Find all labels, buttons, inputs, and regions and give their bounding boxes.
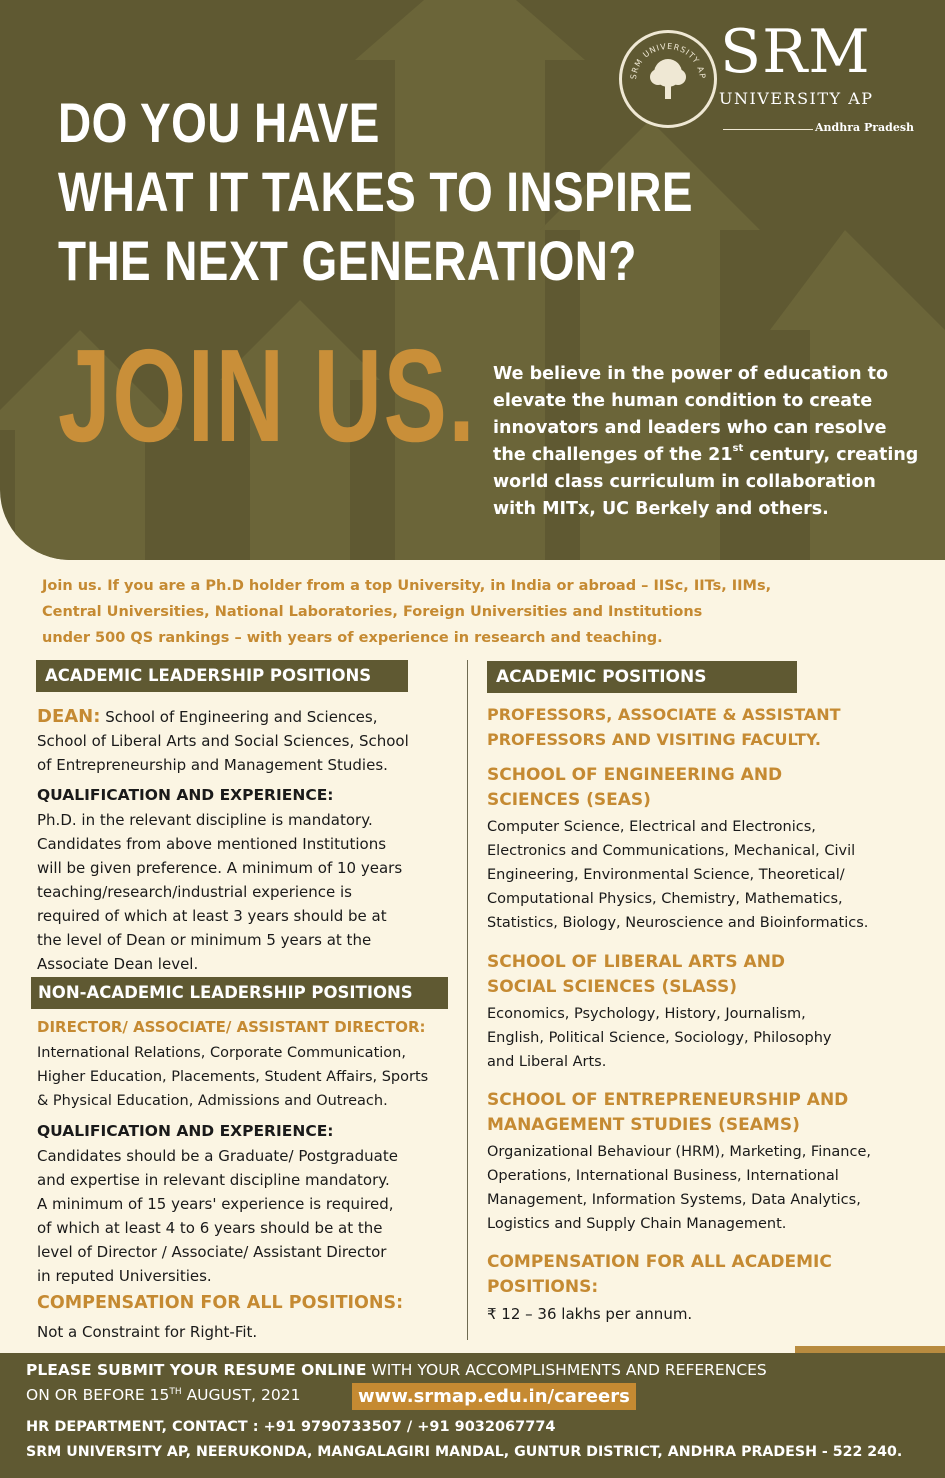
academic-positions-heading: ACADEMIC POSITIONS [487, 661, 797, 693]
qualification-line: will be given preference. A minimum of 10 years [37, 859, 403, 877]
qualification-line: of which at least 4 to 6 years should be at the [37, 1219, 383, 1237]
intro-line-2: Central Universities, National Laboratories, Foreign Universities and Institutions [42, 604, 703, 620]
seams-heading-line-1: SCHOOL OF ENTREPRENEURSHIP AND [487, 1090, 849, 1110]
deadline-line [26, 1386, 300, 1404]
director-line: & Physical Education, Admissions and Outreach. [37, 1093, 388, 1109]
qualification-line: Candidates from above mentioned Institutions [37, 835, 387, 853]
qualification-line: the level of Dean or minimum 5 years at the [37, 931, 372, 949]
dean-text-1: School of Engineering and Sciences, [105, 708, 378, 726]
non-academic-leadership-heading: NON-ACADEMIC LEADERSHIP POSITIONS [31, 977, 448, 1009]
seas-subjects [487, 815, 937, 935]
seams-subjects [487, 1140, 937, 1236]
hero-banner [0, 0, 945, 560]
deadline-post: AUGUST, 2021 [181, 1386, 301, 1404]
qualification-line: teaching/research/industrial experience is [37, 883, 352, 901]
director-heading: DIRECTOR/ ASSOCIATE/ ASSISTANT DIRECTOR: [37, 1018, 426, 1036]
seas-line: Engineering, Environmental Science, Theoretical/ [487, 867, 845, 883]
qualification-heading-1: QUALIFICATION AND EXPERIENCE: [37, 786, 334, 804]
dean-label: DEAN: [37, 706, 101, 727]
qualification-line: Associate Dean level. [37, 955, 199, 973]
logo-divider [723, 129, 813, 130]
logo-subtitle: UNIVERSITY AP [719, 89, 874, 108]
seams-line: Management, Information Systems, Data Analytics, [487, 1192, 861, 1208]
seas-line: Electronics and Communications, Mechanical, Civil [487, 843, 856, 859]
belief-text-pre: We believe in the power of education to elevate the human condition to create innovators and leaders who can resolve the challenges of the 21 [493, 364, 889, 465]
qualification-line: required of which at least 3 years should be at [37, 907, 387, 925]
qualification-line: Candidates should be a Graduate/ Postgraduate [37, 1147, 398, 1165]
slass-heading-line-2: SOCIAL SCIENCES (SLASS) [487, 977, 738, 997]
logo-state: Andhra Pradesh [815, 121, 915, 134]
footer-accent [795, 1346, 945, 1353]
slass-subjects [487, 1002, 937, 1074]
academic-compensation-line-2: POSITIONS: [487, 1277, 599, 1297]
headline-line-2: WHAT IT TAKES TO INSPIRE [58, 160, 693, 223]
qualification-line: A minimum of 15 years' experience is required, [37, 1195, 394, 1213]
qualification-line: level of Director / Associate/ Assistant Director [37, 1243, 387, 1261]
dean-text-2: School of Liberal Arts and Social Sciences, School [37, 732, 409, 750]
submit-line [26, 1361, 767, 1379]
intro-line-3: under 500 QS rankings – with years of experience in research and teaching. [42, 630, 663, 646]
dean-text-3: of Entrepreneurship and Management Studies. [37, 756, 388, 774]
belief-text-post: century, creating world class curriculum in collaboration with MITx, UC Berkely and others. [493, 445, 919, 519]
seas-line: Computer Science, Electrical and Electronics, [487, 819, 816, 835]
join-us-title: JOIN US. [58, 322, 477, 469]
seams-heading [487, 1088, 848, 1138]
belief-statement [493, 361, 923, 523]
slass-line: English, Political Science, Sociology, Philosophy [487, 1030, 832, 1046]
hr-contact: HR DEPARTMENT, CONTACT : +91 9790733507 / +91 9032067774 [26, 1419, 556, 1435]
headline [58, 88, 714, 295]
seams-line: Organizational Behaviour (HRM), Marketing, Finance, [487, 1144, 871, 1160]
seas-line: Computational Physics, Chemistry, Mathematics, [487, 891, 843, 907]
column-divider [467, 660, 468, 1340]
academic-compensation-text: ₹ 12 – 36 lakhs per annum. [487, 1305, 693, 1323]
seas-heading-line-2: SCIENCES (SEAS) [487, 790, 651, 810]
seas-heading-line-1: SCHOOL OF ENGINEERING AND [487, 765, 783, 785]
director-line: International Relations, Corporate Communication, [37, 1045, 406, 1061]
deadline-pre: ON OR BEFORE 15 [26, 1386, 170, 1404]
seams-heading-line-2: MANAGEMENT STUDIES (SEAMS) [487, 1115, 800, 1135]
belief-sup: st [732, 443, 744, 454]
seams-line: Logistics and Supply Chain Management. [487, 1216, 787, 1232]
compensation-text: Not a Constraint for Right-Fit. [37, 1323, 258, 1341]
seas-heading [487, 763, 782, 813]
address: SRM UNIVERSITY AP, NEERUKONDA, MANGALAGIRI MANDAL, GUNTUR DISTRICT, ANDHRA PRADESH - 522 240. [26, 1444, 903, 1460]
qualification-text-1 [37, 808, 457, 976]
seas-line: Statistics, Biology, Neuroscience and Bioinformatics. [487, 915, 869, 931]
intro-paragraph [42, 573, 912, 651]
slass-heading [487, 950, 785, 1000]
academic-compensation-line-1: COMPENSATION FOR ALL ACADEMIC [487, 1252, 832, 1272]
careers-link[interactable]: www.srmap.edu.in/careers [352, 1383, 636, 1410]
professors-line-1: PROFESSORS, ASSOCIATE & ASSISTANT [487, 705, 841, 724]
dean-block [37, 705, 457, 777]
academic-leadership-heading: ACADEMIC LEADERSHIP POSITIONS [36, 660, 408, 692]
qualification-line: Ph.D. in the relevant discipline is mandatory. [37, 811, 373, 829]
headline-line-3: THE NEXT GENERATION? [58, 229, 637, 292]
academic-compensation-heading [487, 1250, 832, 1300]
qualification-heading-2: QUALIFICATION AND EXPERIENCE: [37, 1122, 334, 1140]
slass-line: Economics, Psychology, History, Journalism, [487, 1006, 806, 1022]
headline-line-1: DO YOU HAVE [58, 91, 380, 154]
deadline-sup: TH [169, 1387, 182, 1397]
director-text [37, 1041, 462, 1113]
submit-bold: PLEASE SUBMIT YOUR RESUME ONLINE [26, 1361, 367, 1379]
qualification-line: and expertise in relevant discipline mandatory. [37, 1171, 390, 1189]
slass-line: and Liberal Arts. [487, 1054, 607, 1070]
slass-heading-line-1: SCHOOL OF LIBERAL ARTS AND [487, 952, 786, 972]
professors-line-2: PROFESSORS AND VISITING FACULTY. [487, 730, 821, 749]
submit-rest: WITH YOUR ACCOMPLISHMENTS AND REFERENCES [366, 1361, 767, 1379]
director-line: Higher Education, Placements, Student Affairs, Sports [37, 1069, 429, 1085]
qualification-line: in reputed Universities. [37, 1267, 212, 1285]
qualification-text-2 [37, 1144, 457, 1288]
professors-heading [487, 702, 841, 752]
seams-line: Operations, International Business, International [487, 1168, 839, 1184]
intro-line-1: Join us. If you are a Ph.D holder from a top University, in India or abroad – IISc, IITs, IIMs, [42, 578, 772, 594]
logo-brand: SRM [720, 17, 871, 87]
compensation-heading: COMPENSATION FOR ALL POSITIONS: [37, 1293, 404, 1313]
footer [0, 1353, 945, 1478]
seal-text: SRM UNIVERSITY AP [628, 41, 708, 80]
